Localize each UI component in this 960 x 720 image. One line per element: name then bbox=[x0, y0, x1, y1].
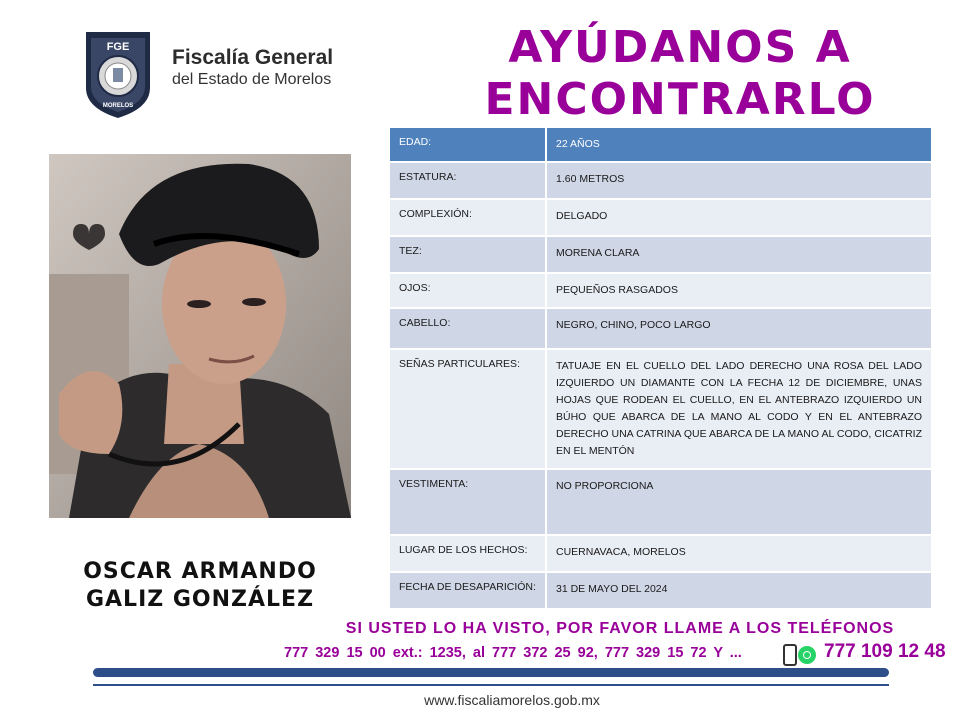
whatsapp-icon bbox=[798, 646, 816, 664]
details-value: CUERNAVACA, MORELOS bbox=[546, 535, 932, 572]
contact-heading: SI USTED LO HA VISTO, POR FAVOR LLAME A LOS TELÉFONOS bbox=[345, 620, 895, 637]
details-row-place bbox=[389, 535, 932, 572]
details-label: EDAD: bbox=[389, 127, 546, 162]
headline-line2: ENCONTRARLO bbox=[484, 74, 876, 125]
org-name-line1: Fiscalía General bbox=[172, 46, 334, 69]
org-name bbox=[172, 46, 333, 90]
details-row-eyes bbox=[389, 273, 932, 308]
badge-text: FGE bbox=[106, 41, 130, 53]
details-value: 1.60 METROS bbox=[546, 162, 932, 199]
headline bbox=[450, 22, 910, 126]
details-value: TATUAJE EN EL CUELLO DEL LADO DERECHO UNA ROSA DEL LADO IZQUIERDO UN DIAMANTE CON LA FECHA 12 DE DICIEMBRE, UNAS HOJAS QUE RODEAN EL CUELLO, EN EL ANTEBRAZO IZQUIERDO UN BÚHO QUE ABARCA DE LA MANO AL CODO Y EN EL ANTEBRAZO DERECHO UNA CATRINA QUE ABARCA DE LA MANO AL CODO, CICATRIZ EN EL MENTÓN bbox=[546, 349, 932, 469]
details-label: SEÑAS PARTICULARES: bbox=[389, 349, 546, 469]
details-value: DELGADO bbox=[546, 199, 932, 236]
details-label: ESTATURA: bbox=[389, 162, 546, 199]
details-label: VESTIMENTA: bbox=[389, 469, 546, 535]
details-row-build bbox=[389, 199, 932, 236]
badge-sub: MORELOS bbox=[102, 103, 134, 109]
headline-line1: AYÚDANOS A bbox=[508, 22, 852, 73]
footer-url[interactable]: www.fiscaliamorelos.gob.mx bbox=[424, 692, 600, 708]
details-row-marks bbox=[389, 349, 932, 469]
details-label: FECHA DE DESAPARICIÓN: bbox=[389, 572, 546, 609]
details-label: TEZ: bbox=[389, 236, 546, 273]
details-label: CABELLO: bbox=[389, 308, 546, 349]
details-row-hair bbox=[389, 308, 932, 349]
details-value: 31 DE MAYO DEL 2024 bbox=[546, 572, 932, 609]
divider-thick bbox=[93, 668, 889, 677]
details-label: COMPLEXIÓN: bbox=[389, 199, 546, 236]
org-name-line2: del Estado de Morelos bbox=[172, 71, 332, 88]
missing-person-photo bbox=[49, 154, 351, 518]
details-value: NEGRO, CHINO, POCO LARGO bbox=[546, 308, 932, 349]
fge-badge-logo bbox=[80, 30, 156, 120]
person-name-line2: GALIZ GONZÁLEZ bbox=[85, 587, 315, 612]
details-row-height bbox=[389, 162, 932, 199]
details-value: NO PROPORCIONA bbox=[546, 469, 932, 535]
details-row-skin bbox=[389, 236, 932, 273]
details-label: LUGAR DE LOS HECHOS: bbox=[389, 535, 546, 572]
details-table bbox=[388, 126, 933, 610]
details-label: OJOS: bbox=[389, 273, 546, 308]
phone-icon bbox=[783, 644, 797, 666]
contact-phones: 777 329 15 00 ext.: 1235, al 777 372 25 92, 777 329 15 72 Y ... bbox=[284, 645, 742, 661]
person-name-line1: OSCAR ARMANDO bbox=[83, 559, 317, 584]
details-row-date bbox=[389, 572, 932, 609]
divider-thin bbox=[93, 684, 889, 686]
whatsapp-number[interactable]: 777 109 12 48 bbox=[824, 641, 946, 662]
details-value: PEQUEÑOS RASGADOS bbox=[546, 273, 932, 308]
details-value: 22 AÑOS bbox=[546, 127, 932, 162]
details-value: MORENA CLARA bbox=[546, 236, 932, 273]
details-row-age bbox=[389, 127, 932, 162]
details-row-clothing bbox=[389, 469, 932, 535]
person-name bbox=[60, 558, 340, 614]
